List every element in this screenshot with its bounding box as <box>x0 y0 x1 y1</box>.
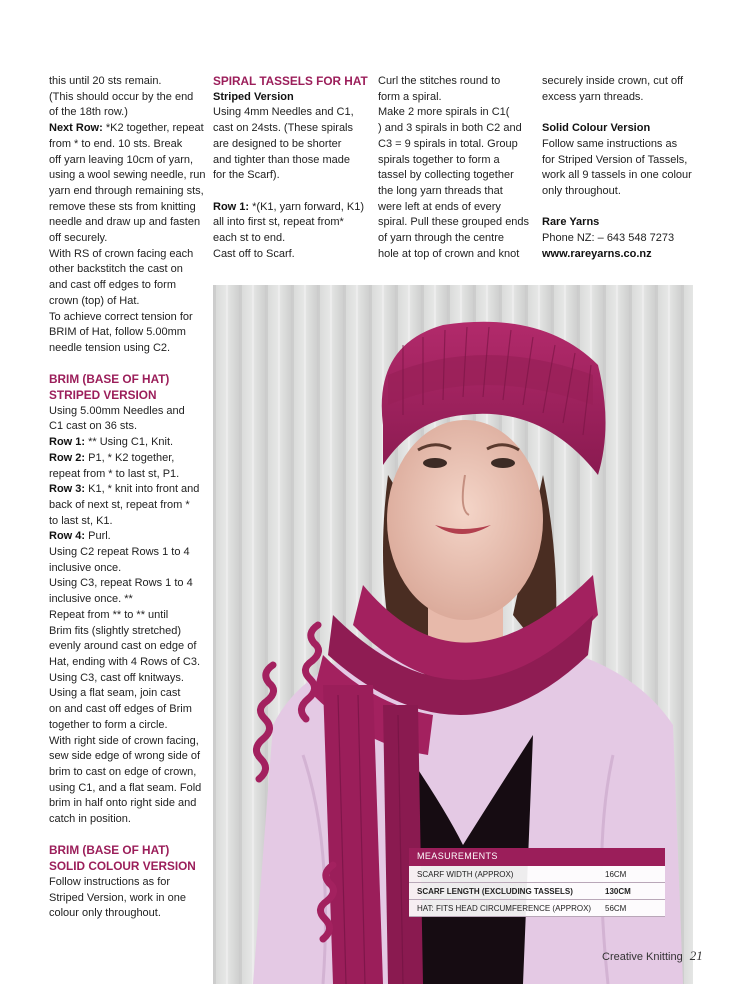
text-line: spiral. Pull these grouped ends <box>378 216 530 229</box>
text-line: using C1, and a flat seam. Fold <box>49 781 202 794</box>
text-line: for Striped Version of Tassels, <box>542 153 688 166</box>
text-line: back of next st, repeat from * <box>49 498 190 511</box>
text-line: crown (top) of Hat. <box>49 294 140 307</box>
text-line: Follow same instructions as <box>542 137 678 150</box>
subheading: Solid Colour Version <box>542 122 651 135</box>
text-line: Using C3, cast off knitways. <box>49 671 184 684</box>
row-text: *(K1, yarn forward, K1) <box>249 200 364 213</box>
text-line: tassel by collecting together <box>378 169 514 182</box>
row-label: Row 2: <box>49 451 86 464</box>
section-heading: BRIM (BASE OF HAT) <box>49 843 170 858</box>
text-line <box>49 529 209 545</box>
text-line: to last st, K1. <box>49 514 113 527</box>
text-line: inclusive once. ** <box>49 593 133 606</box>
text-line: catch in position. <box>49 813 131 826</box>
text-line <box>49 435 209 451</box>
text-line: of the 18th row.) <box>49 106 128 119</box>
text-line: only throughout. <box>542 184 621 197</box>
text-line: excess yarn threads. <box>542 90 644 103</box>
magazine-name: Creative Knitting <box>602 951 683 963</box>
spacer <box>49 828 209 844</box>
spacer <box>542 200 712 216</box>
text-line: To achieve correct tension for <box>49 310 193 323</box>
text-line: brim to cast on edge of crown, <box>49 765 197 778</box>
row-text: ** Using C1, Knit. <box>85 436 174 449</box>
text-line: Using 5.00mm Needles and <box>49 404 185 417</box>
text-line: C3 = 9 spirals in total. Group <box>378 137 518 150</box>
text-line: remove these sts from knitting <box>49 200 196 213</box>
page-number: 21 <box>689 948 703 963</box>
subheading: Rare Yarns <box>542 216 600 229</box>
text-line: off securely. <box>49 232 108 245</box>
measurement-value: 130CM <box>605 886 631 896</box>
text-line: using a wool sewing needle, run <box>49 169 206 182</box>
row-text: *K2 together, repeat <box>102 122 204 135</box>
text-line: Phone NZ: – 643 548 7273 <box>542 232 675 244</box>
text-line: Repeat from ** to ** until <box>49 608 169 621</box>
section-heading: SOLID COLOUR VERSION <box>49 859 196 874</box>
row-text: P1, * K2 together, <box>85 451 175 464</box>
text-line: evenly around cast on edge of <box>49 640 197 653</box>
text-line: sew side edge of wrong side of <box>49 750 201 763</box>
measurement-row <box>409 900 665 917</box>
measurement-row <box>409 883 665 900</box>
text-line: cast on 24sts. (These spirals <box>213 122 354 135</box>
text-line: BRIM of Hat, follow 5.00mm <box>49 326 186 339</box>
section-heading: STRIPED VERSION <box>49 388 157 403</box>
row-text: Purl. <box>85 530 111 543</box>
text-line: other backstitch the cast on <box>49 263 183 276</box>
spacer <box>213 184 373 200</box>
text-line: from * to end. 10 sts. Break <box>49 137 183 150</box>
measurement-label: SCARF WIDTH (APPROX) <box>417 869 514 879</box>
row-text: K1, * knit into front and <box>85 483 200 496</box>
text-line: are designed to be shorter <box>213 137 342 150</box>
text-line: and cast off edges to form <box>49 279 176 292</box>
measurement-value: 16CM <box>605 869 627 879</box>
text-line: Using C2 repeat Rows 1 to 4 <box>49 546 190 559</box>
instructions-column-3 <box>378 74 538 262</box>
text-line: work all 9 tassels in one colour <box>542 169 692 182</box>
text-line: all into first st, repeat from* <box>213 216 344 229</box>
text-line: Using 4mm Needles and C1, <box>213 106 354 119</box>
text-line: were left at ends of every <box>378 200 501 213</box>
text-line: Hat, ending with 4 Rows of C3. <box>49 656 201 668</box>
instructions-column-4 <box>542 74 712 262</box>
text-line: for the Scarf). <box>213 169 280 182</box>
text-line: With RS of crown facing each <box>49 247 194 260</box>
text-line: With right side of crown facing, <box>49 734 199 747</box>
row-label: Next Row: <box>49 122 103 135</box>
text-line: together to form a circle. <box>49 718 168 731</box>
text-line: off yarn leaving 10cm of yarn, <box>49 153 194 166</box>
text-line: Cast off to Scarf. <box>213 247 295 260</box>
spacer <box>49 357 209 373</box>
text-line: C1 cast on 36 sts. <box>49 420 138 433</box>
text-line: needle tension using C2. <box>49 341 171 354</box>
text-line: Using a flat seam, join cast <box>49 687 181 700</box>
text-line: and tighter than those made <box>213 153 350 166</box>
text-line <box>49 121 209 137</box>
text-line: Follow instructions as for <box>49 875 171 888</box>
row-label: Row 1: <box>213 200 250 213</box>
text-line <box>49 451 209 467</box>
row-label: Row 4: <box>49 530 86 543</box>
text-line: (This should occur by the end <box>49 90 194 103</box>
measurements-table <box>409 848 665 917</box>
subheading: www.rareyarns.co.nz <box>542 247 652 260</box>
section-heading: BRIM (BASE OF HAT) <box>49 372 170 387</box>
instructions-column-1 <box>49 74 209 922</box>
text-line: colour only throughout. <box>49 907 161 920</box>
measurements-title: MEASUREMENTS <box>409 848 665 866</box>
text-line: repeat from * to last st, P1. <box>49 467 180 480</box>
text-line: this until 20 sts remain. <box>49 75 162 87</box>
instructions-column-2 <box>213 74 373 262</box>
text-line: each st to end. <box>213 232 286 245</box>
text-line: hole at top of crown and knot <box>378 247 520 260</box>
section-heading: SPIRAL TASSELS FOR HAT <box>213 74 368 88</box>
text-line: the long yarn threads that <box>378 184 503 197</box>
text-line: Using C3, repeat Rows 1 to 4 <box>49 577 193 590</box>
text-line: inclusive once. <box>49 561 122 574</box>
text-line: Curl the stitches round to <box>378 75 501 87</box>
measurement-label: HAT: FITS HEAD CIRCUMFERENCE (APPROX) <box>417 903 592 913</box>
subheading: Striped Version <box>213 90 294 103</box>
text-line: on and cast off edges of Brim <box>49 703 192 716</box>
text-line <box>49 482 209 498</box>
row-label: Row 3: <box>49 483 86 496</box>
measurement-value: 56CM <box>605 903 627 913</box>
measurement-label: SCARF LENGTH (EXCLUDING TASSELS) <box>417 886 573 896</box>
row-label: Row 1: <box>49 436 86 449</box>
text-line <box>213 200 373 216</box>
text-line: needle and draw up and fasten <box>49 216 201 229</box>
page-footer <box>602 948 703 964</box>
text-line: Make 2 more spirals in C1( <box>378 106 510 119</box>
text-line: form a spiral. <box>378 90 442 103</box>
text-line: securely inside crown, cut off <box>542 75 684 87</box>
text-line: of yarn through the centre <box>378 232 504 245</box>
text-line: ) and 3 spirals in both C2 and <box>378 122 522 135</box>
text-line: brim in half onto right side and <box>49 797 197 810</box>
text-line: yarn end through remaining sts, <box>49 184 204 197</box>
spacer <box>542 105 712 121</box>
text-line: Striped Version, work in one <box>49 891 186 904</box>
text-line: Brim fits (slightly stretched) <box>49 624 182 637</box>
measurement-row <box>409 866 665 883</box>
text-line: spirals together to form a <box>378 153 500 166</box>
